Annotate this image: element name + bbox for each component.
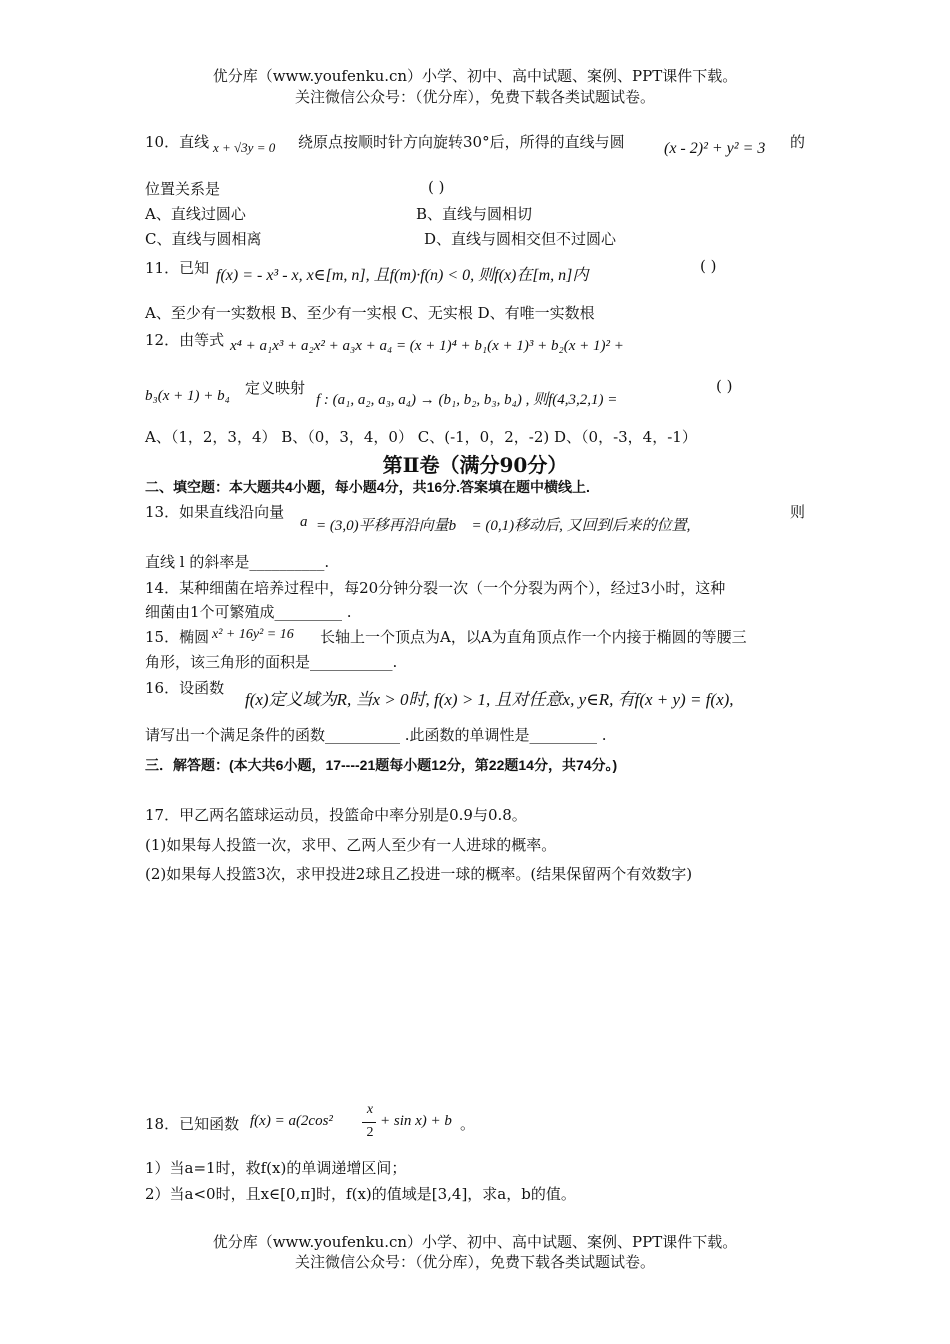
q11-options: A、至少有一实数根 B、至少有一实根 C、无实根 D、有唯一实数根 <box>145 304 595 322</box>
section-3-heading: 三．解答题：(本大共6小题，17----21题每小题12分，第22题14分，共74分。) <box>145 757 618 773</box>
q11-lead: 11．已知 <box>145 259 210 277</box>
q17-line-2: (1)如果每人投篮一次，求甲、乙两人至少有一人进球的概率。 <box>145 836 557 854</box>
q12-define-map-text: 定义映射 <box>245 379 306 397</box>
q10-text-2: 位置关系是 <box>145 180 221 198</box>
q10-option-d: D、直线与圆相交但不过圆心 <box>424 230 617 248</box>
q15-equation: x² + 16y² = 16 <box>212 627 294 642</box>
header-line-1: 优分库（www.youfenku.cn）小学、初中、高中试题、案例、PPT课件下载。 <box>212 67 738 85</box>
header-line-2: 关注微信公众号：（优分库），免费下载各类试题试卷。 <box>294 88 655 106</box>
q10-option-c: C、直线与圆相离 <box>145 230 262 248</box>
footer-line-1: 优分库（www.youfenku.cn）小学、初中、高中试题、案例、PPT课件下载。 <box>212 1233 738 1251</box>
q18-formula-post: + sin x) + b <box>380 1113 452 1129</box>
footer-line-2: 关注微信公众号：（优分库），免费下载各类试题试卷。 <box>294 1253 655 1271</box>
q14-line-2: 细菌由1个可繁殖成_________ . <box>145 603 352 621</box>
q10-option-b: B、直线与圆相切 <box>416 205 533 223</box>
q12-mapping: f : (a₁, a₂, a₃, a₄) → (b₁, b₂, b₃, b₄) , 则f(4,3,2,1) = <box>316 392 618 408</box>
q18-lead: 18．已知函数 <box>145 1115 240 1133</box>
q17-line-3: (2)如果每人投篮3次，求甲投进2球且乙投进一球的概率。(结果保留两个有效数字) <box>145 865 693 883</box>
q16-line-2: 请写出一个满足条件的函数__________ .此函数的单调性是_________ . <box>145 726 607 744</box>
part-2-title: 第Ⅱ卷（满分90分） <box>382 453 568 477</box>
q12-answer-paren: ( ) <box>716 377 733 395</box>
q13-line-2: 直线 l 的斜率是__________. <box>145 553 330 571</box>
q10-lead: 10．直线 <box>145 133 210 151</box>
q18-line-2: 1）当a=1时，救f(x)的单调递增区间； <box>145 1159 407 1177</box>
q13-formula: = (3,0)平移再沿向量b⃗ = (0,1)移动后, 又回到后来的位置, <box>316 518 691 534</box>
q10-line-equation: x + √3y = 0 <box>213 140 276 155</box>
section-2-heading: 二、填空题：本大题共4小题，每小题4分，共16分.答案填在题中横线上. <box>145 479 590 495</box>
q18-line-3: 2）当a<0时，且x∈[0,π]时，f(x)的值域是[3,4]，求a，b的值。 <box>145 1185 576 1203</box>
q10-answer-paren: ( ) <box>428 178 445 196</box>
q12-lead: 12．由等式 <box>145 331 225 349</box>
q13-tail: 则 <box>790 503 806 521</box>
q11-answer-paren: ( ) <box>700 257 717 275</box>
q15-text: 长轴上一个顶点为A，以A为直角顶点作一个内接于椭圆的等腰三 <box>320 628 747 646</box>
q16-formula: f(x)定义域为R, 当x > 0时, f(x) > 1, 且对任意x, y∈R, 有f(x + y) = f(x), <box>245 690 734 709</box>
q10-text-1: 绕原点按顺时针方向旋转30°后，所得的直线与圆 <box>298 133 625 151</box>
q17-line-1: 17．甲乙两名篮球运动员，投篮命中率分别是0.9与0.8。 <box>145 806 527 824</box>
q15-lead: 15．椭圆 <box>145 628 210 646</box>
q18-formula-pre: f(x) = a(2cos² <box>250 1113 333 1129</box>
q18-fraction-bar <box>362 1122 376 1123</box>
q11-formula: f(x) = - x³ - x, x∈[m, n], 且f(m)·f(n) < 0, 则f(x)在[m, n]内 <box>216 267 589 284</box>
q16-lead: 16．设函数 <box>145 679 225 697</box>
q14-line-1: 14．某种细菌在培养过程中，每20分钟分裂一次（一个分裂为两个），经过3小时，这种 <box>145 579 726 597</box>
q15-line-2: 角形，该三角形的面积是___________. <box>145 653 398 671</box>
q10-circle-equation: (x - 2)² + y² = 3 <box>664 140 766 157</box>
q12-equation-line-1: x⁴ + a₁x³ + a₂x² + a₃x + a₄ = (x + 1)⁴ + b₁(x + 1)³ + b₂(x + 1)² + <box>230 338 624 354</box>
q12-equation-line-2: b₃(x + 1) + b₄ <box>145 388 230 404</box>
q12-options: A、（1，2，3，4） B、（0，3，4，0） C、(-1，0，2，-2) D、（0，-3，4，-1） <box>145 428 697 446</box>
q10-tail: 的 <box>790 133 806 151</box>
q13-lead: 13．如果直线沿向量 <box>145 503 285 521</box>
q10-option-a: A、直线过圆心 <box>145 205 246 223</box>
q13-vector-a: a⃗ <box>300 514 320 530</box>
q18-end: 。 <box>460 1115 476 1133</box>
q18-fraction-denominator: 2 <box>366 1125 374 1140</box>
q18-fraction-numerator: x <box>366 1102 374 1117</box>
